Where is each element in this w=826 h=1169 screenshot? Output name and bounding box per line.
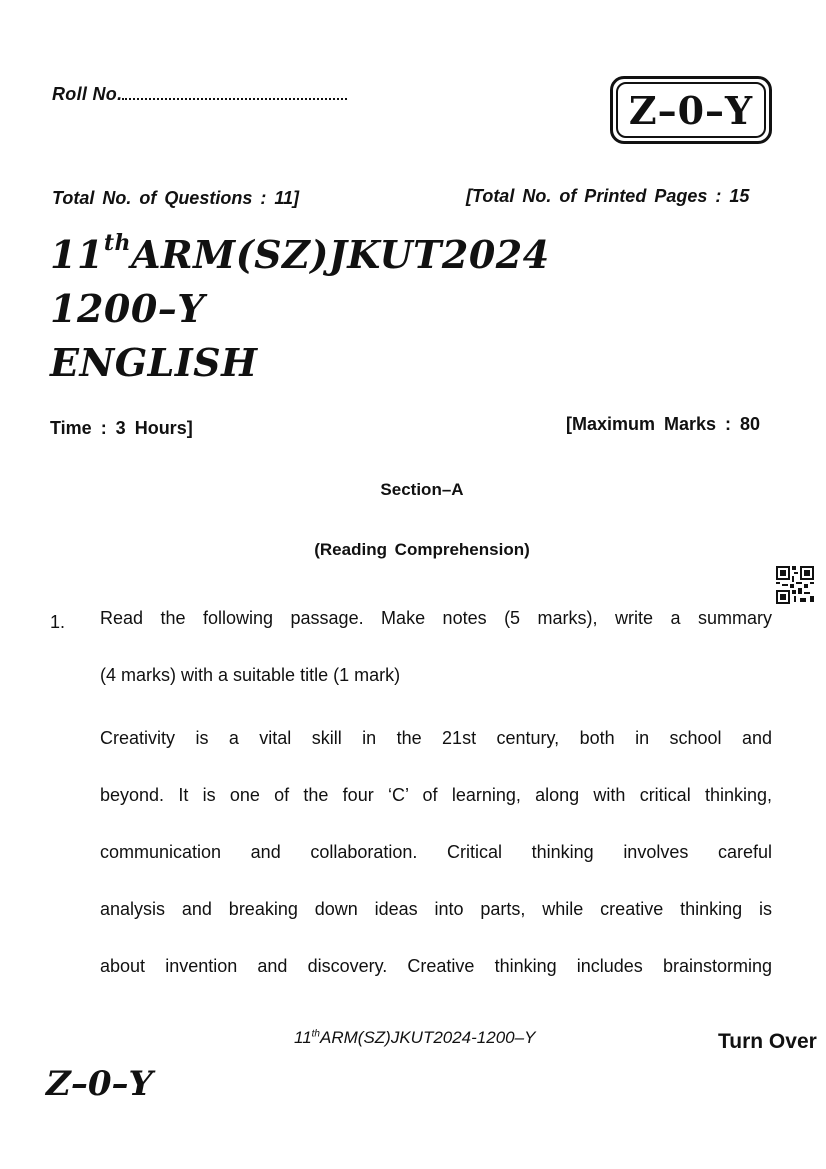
section-heading: Section–A bbox=[380, 480, 464, 499]
exam-time: Time : 3 Hours] bbox=[50, 418, 193, 438]
roll-number-field bbox=[52, 84, 347, 105]
passage-line: about invention and discovery. Creative thinking includes brainstorming bbox=[100, 956, 772, 976]
exam-title-rest: ARM(SZ)JKUT2024 bbox=[131, 232, 550, 277]
paper-code: Z–0–Y bbox=[616, 82, 766, 138]
instruction-line: (4 marks) with a suitable title (1 mark) bbox=[100, 665, 401, 685]
passage-line: analysis and breaking down ideas into parts, while creative thinking is bbox=[100, 899, 772, 919]
exam-subject-code: 1200–Y bbox=[50, 286, 205, 331]
bottom-paper-code: Z–0–Y bbox=[46, 1064, 153, 1104]
paper-code-box bbox=[610, 76, 772, 144]
exam-subject: ENGLISH bbox=[50, 340, 258, 385]
total-pages: [Total No. of Printed Pages : 15 bbox=[466, 186, 750, 206]
roll-number-label: Roll No. bbox=[52, 84, 123, 104]
maximum-marks: [Maximum Marks : 80 bbox=[566, 414, 761, 434]
instruction-line: Read the following passage. Make notes (5 marks), write a summary bbox=[100, 608, 772, 628]
footer-paper-code bbox=[294, 1028, 535, 1048]
passage-line: beyond. It is one of the four ‘C’ of learning, along with critical thinking, bbox=[100, 785, 772, 805]
question-instruction bbox=[100, 590, 772, 704]
passage-line: communication and collaboration. Critical thinking involves careful bbox=[100, 842, 772, 862]
footer-code-rest: ARM(SZ)JKUT2024-1200–Y bbox=[320, 1028, 536, 1047]
footer-code-prefix: 11 bbox=[294, 1028, 312, 1047]
total-questions: Total No. of Questions : 11] bbox=[52, 188, 300, 208]
footer-code-superscript: th bbox=[311, 1028, 320, 1040]
passage-line: Creativity is a vital skill in the 21st century, both in school and bbox=[100, 728, 772, 748]
exam-title-prefix: 11 bbox=[50, 232, 104, 277]
question-number: 1. bbox=[50, 612, 66, 632]
reading-passage bbox=[100, 710, 772, 995]
exam-title bbox=[50, 232, 550, 277]
exam-title-superscript: th bbox=[103, 230, 132, 256]
roll-number-blank bbox=[122, 86, 347, 100]
qr-code-icon bbox=[776, 566, 814, 604]
turn-over-note: Turn Over bbox=[718, 1030, 817, 1053]
section-subtitle: (Reading Comprehension) bbox=[314, 540, 530, 559]
